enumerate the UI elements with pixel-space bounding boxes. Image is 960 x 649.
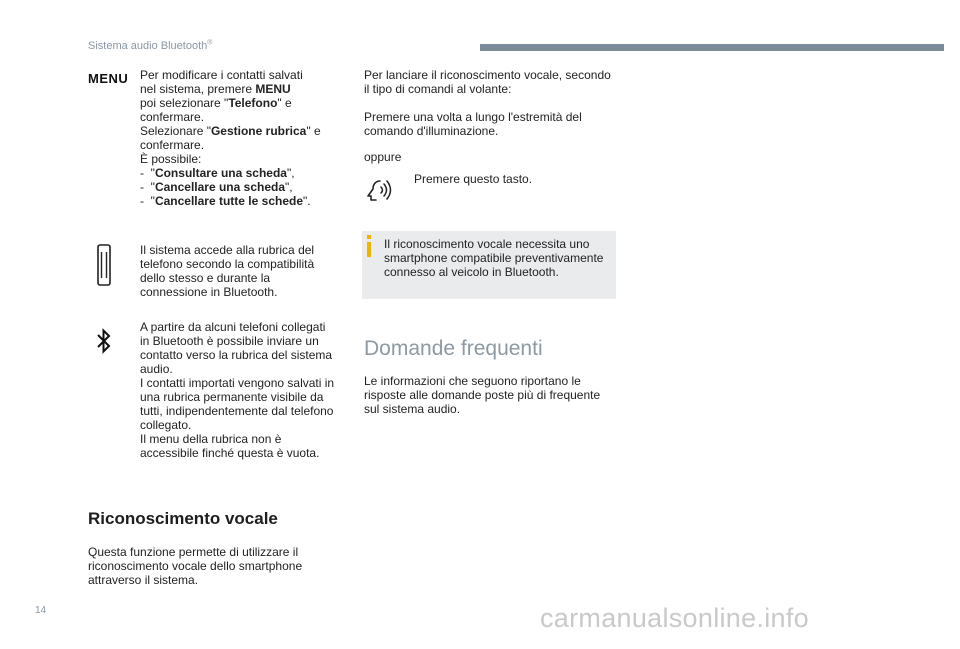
option-item: - "Consultare una scheda", (140, 166, 295, 180)
header-bar (480, 44, 944, 51)
info-icon (367, 235, 371, 257)
voice-recognition-text: Questa funzione permette di utilizzare il riconoscimento vocale dello smartphone attraverso il sistema. (88, 545, 303, 587)
watermark: carmanualsonline.info (540, 603, 809, 633)
phone-icon (97, 244, 111, 286)
press-key-text: Premere questo tasto. (414, 172, 533, 186)
menu-instructions: Per modificare i contatti salvati nel sistema, premere MENU poi selezionare "Telefono" e confermare. Selezionare "Gestione rubrica" e confermare. È possibile: - "Consultare una scheda", - "Cancellare una scheda", - "Cancellare tutte le schede". (140, 68, 350, 208)
voice-launch-text: Per lanciare il riconoscimento vocale, secondo il tipo di comandi al volante: (364, 68, 611, 96)
page-number: 14 (35, 605, 47, 616)
faq-heading: Domande frequenti (364, 337, 543, 360)
bluetooth-icon (97, 328, 111, 354)
running-header: Sistema audio Bluetooth® (88, 39, 213, 52)
lighting-stalk-text: Premere una volta a lungo l'estremità del comando d'illuminazione. (364, 110, 582, 138)
voice-recognition-heading: Riconoscimento vocale (88, 509, 278, 528)
phone-compat-text: Il sistema accede alla rubrica del telefono secondo la compatibilità dello stesso e durante la connessione in Bluetooth. (140, 243, 315, 299)
option-item: - "Cancellare una scheda", (140, 180, 293, 194)
info-text: Il riconoscimento vocale necessita uno smartphone compatibile preventivamente connesso al veicolo in Bluetooth. (384, 237, 604, 279)
voice-command-icon (364, 176, 394, 206)
bluetooth-contacts-text: A partire da alcuni telefoni collegati in Bluetooth è possibile inviare un contatto verso la rubrica del sistema audio. I contatti importati vengono salvati in una rubrica permanente visibile da tutti, indipendentemente dal telefono collegato. Il menu della rubrica non è accessibile finché questa è vuota. (140, 320, 335, 460)
oppure-text: oppure (364, 150, 402, 164)
option-item: - "Cancellare tutte le schede". (140, 194, 311, 208)
menu-icon: MENU (88, 71, 129, 86)
faq-text: Le informazioni che seguono riportano le risposte alle domande poste più di frequente sul sistema audio. (364, 374, 601, 416)
